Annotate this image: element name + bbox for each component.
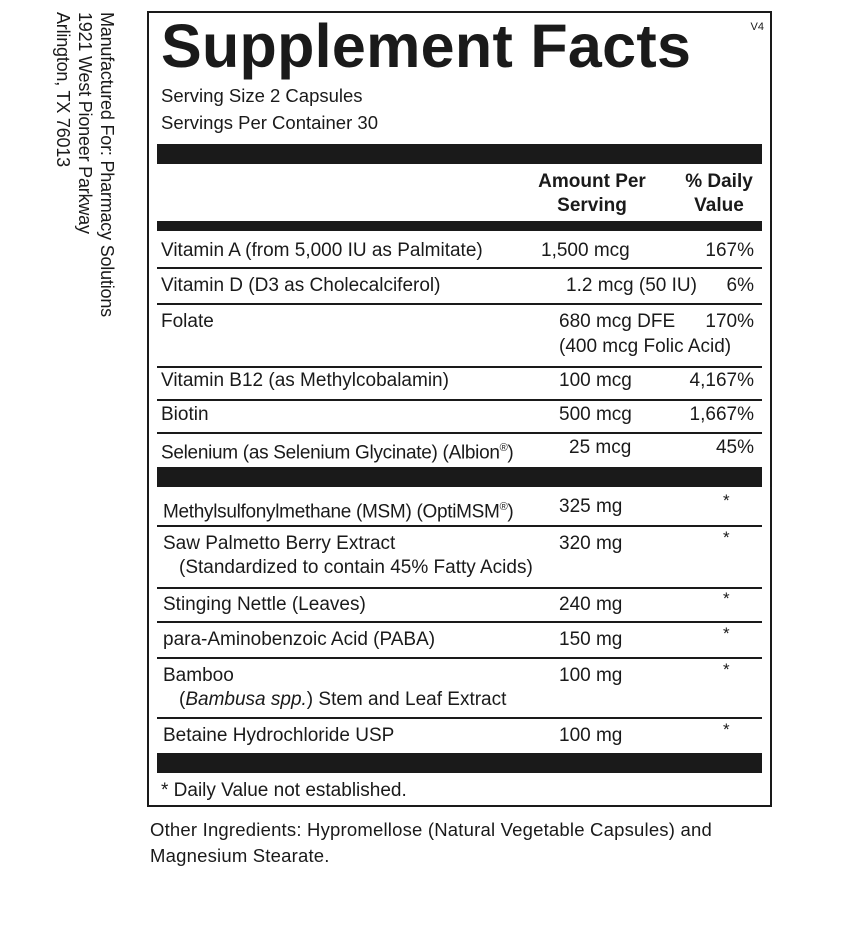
ingredient-name: Methylsulfonylmethane (MSM) (OptiMSM®) (163, 501, 514, 523)
ingredient-name: Stinging Nettle (Leaves) (163, 594, 366, 615)
row-divider (157, 657, 762, 659)
ingredient-dv: * (723, 589, 730, 608)
nutrient-name: Vitamin A (from 5,000 IU as Palmitate) (161, 240, 483, 261)
serving-size: Serving Size 2 Capsules (161, 85, 363, 106)
ingredient-source: (Bambusa spp.) Stem and Leaf Extract (179, 689, 507, 710)
ingredient-amount: 100 mg (559, 665, 623, 686)
row-divider (157, 621, 762, 623)
manufacturer-line: Manufactured For: Pharmacy Solutions (97, 12, 117, 317)
nutrient-name: Selenium (as Selenium Glycinate) (Albion®) (161, 442, 514, 464)
row-divider (157, 525, 762, 527)
ingredient-amount: 150 mg (559, 629, 623, 650)
nutrient-dv: 167% (705, 240, 754, 261)
thick-divider (157, 144, 762, 164)
row-divider (157, 303, 762, 305)
other-ingredients: Other Ingredients: Hypromellose (Natural Vegetable Capsules) and Magnesium Stearate. (150, 819, 712, 866)
thick-divider (157, 753, 762, 773)
daily-value-header: % Daily Value (685, 171, 753, 216)
row-divider (157, 587, 762, 589)
row-divider (157, 432, 762, 434)
registered-mark: ® (499, 501, 508, 513)
nutrient-amount: 25 mcg (569, 437, 632, 458)
ingredient-dv: * (723, 624, 730, 643)
servings-per-container: Servings Per Container 30 (161, 112, 378, 133)
ingredient-amount: 320 mg (559, 533, 623, 554)
ingredient-dv: * (723, 720, 730, 739)
ingredient-standardization: (Standardized to contain 45% Fatty Acids) (179, 557, 533, 578)
amount-per-serving-header: Amount Per Serving (538, 171, 646, 216)
nutrient-amount: 680 mcg DFE (559, 311, 676, 332)
ingredient-name: Bamboo (Bambusa spp.) Stem and Leaf Extract (163, 665, 507, 710)
nutrient-dv: 1,667% (689, 404, 754, 425)
ingredient-name: Saw Palmetto Berry Extract (Standardized to contain 45% Fatty Acids) (163, 533, 533, 578)
nutrient-dv: 170% (705, 311, 754, 332)
nutrient-dv: 45% (715, 437, 754, 458)
nutrient-name: Vitamin B12 (as Methylcobalamin) (161, 370, 449, 391)
row-divider (157, 399, 762, 401)
manufacturer-address-line: 1921 West Pioneer Parkway (75, 12, 95, 234)
row-divider (157, 366, 762, 368)
nutrient-amount: 1,500 mcg (541, 240, 630, 261)
nutrient-amount: 500 mcg (559, 404, 632, 425)
row-divider (157, 267, 762, 269)
ingredient-dv: * (723, 660, 730, 679)
nutrient-amount-secondary: (400 mcg Folic Acid) (559, 336, 732, 357)
nutrient-name: Vitamin D (D3 as Cholecalciferol) (161, 275, 441, 296)
nutrient-amount: 100 mcg (559, 370, 632, 391)
daily-value-footnote: * Daily Value not established. (161, 780, 407, 801)
panel-title: Supplement Facts (161, 12, 692, 80)
manufacturer-info (38, 12, 118, 372)
ingredient-dv: * (723, 491, 730, 510)
version-label: V4 (750, 21, 764, 33)
thick-divider (157, 467, 762, 487)
ingredient-amount: 325 mg (559, 496, 623, 517)
nutrient-name: Biotin (161, 404, 209, 425)
row-divider (157, 717, 762, 719)
ingredient-dv: * (723, 528, 730, 547)
ingredient-amount: 100 mg (559, 725, 623, 746)
supplement-facts-panel (147, 11, 772, 807)
ingredient-name: para-Aminobenzoic Acid (PABA) (163, 629, 436, 650)
ingredient-amount: 240 mg (559, 594, 623, 615)
nutrient-amount: 1.2 mcg (50 IU) (566, 275, 697, 296)
nutrient-dv: 4,167% (689, 370, 754, 391)
registered-mark: ® (499, 442, 508, 454)
nutrient-name: Folate (161, 311, 214, 332)
header-divider (157, 221, 762, 231)
nutrient-dv: 6% (726, 275, 754, 296)
manufacturer-city-line: Arlington, TX 76013 (53, 12, 73, 167)
ingredient-name: Betaine Hydrochloride USP (163, 725, 395, 746)
